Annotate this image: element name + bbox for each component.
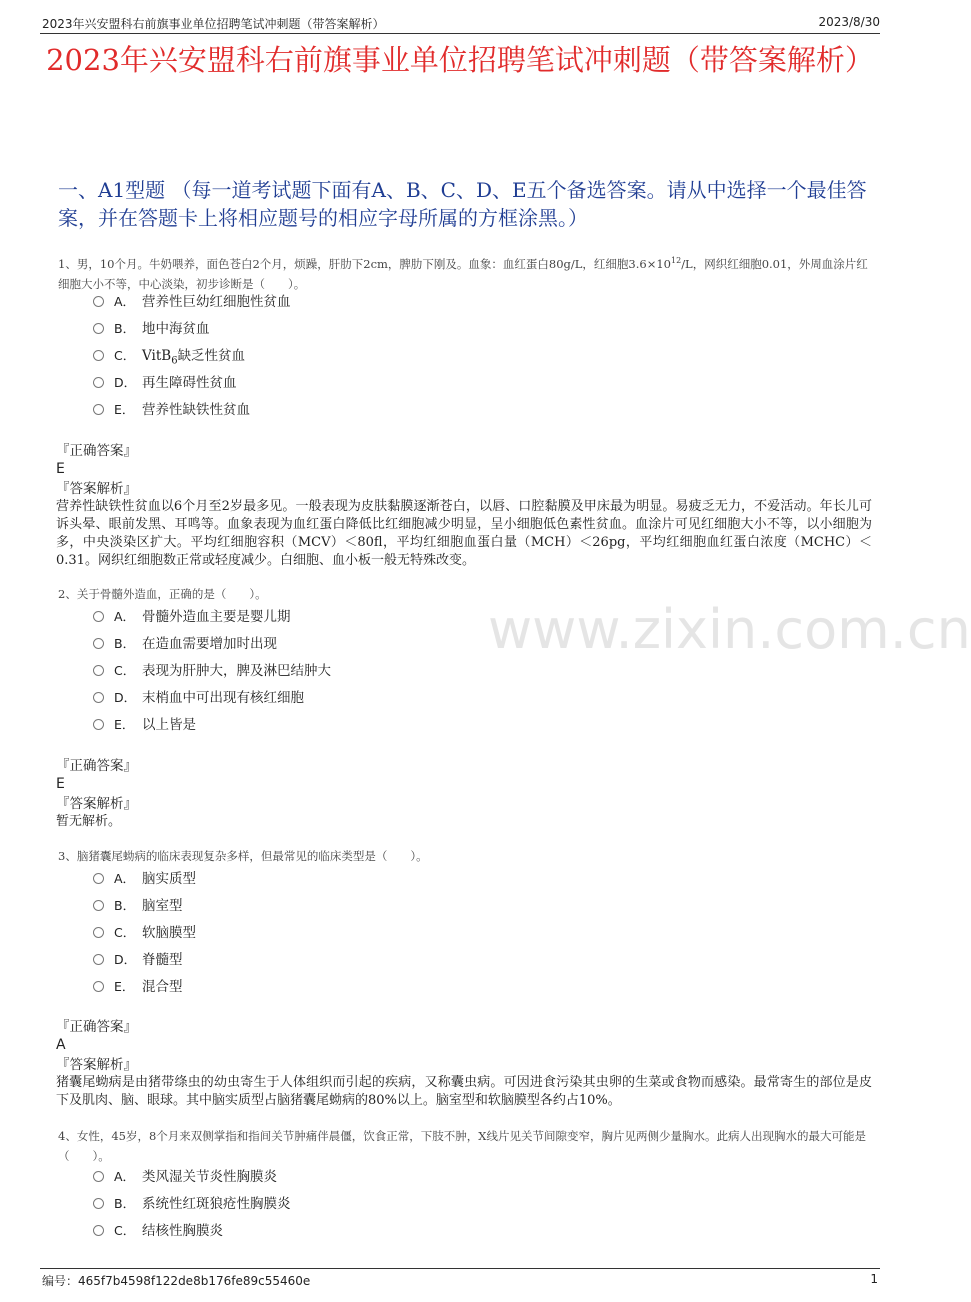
answer-label: 『正确答案』 — [56, 758, 137, 774]
explain-label: 『答案解析』 — [56, 481, 137, 497]
radio-icon[interactable] — [93, 900, 104, 911]
footer-code: 465f7b4598f122de8b176fe89c55460e — [78, 1274, 311, 1288]
explain-label: 『答案解析』 — [56, 1057, 137, 1073]
question-3-answer: A — [56, 1037, 66, 1053]
page-number: 1 — [870, 1272, 878, 1286]
question-3-option-d[interactable]: D． 脊髓型 — [93, 951, 183, 969]
question-4-option-a[interactable]: A． 类风湿关节炎性胸膜炎 — [93, 1168, 277, 1186]
header-title: 2023年兴安盟科右前旗事业单位招聘笔试冲刺题（带答案解析） — [42, 17, 385, 31]
question-2-stem: 2、关于骨髓外造血，正确的是（ ）。 — [58, 587, 267, 601]
question-2-option-a[interactable]: A． 骨髓外造血主要是婴儿期 — [93, 608, 291, 626]
question-3-option-b[interactable]: B． 脑室型 — [93, 897, 183, 915]
question-1-option-e[interactable]: E． 营养性缺铁性贫血 — [93, 401, 250, 419]
radio-icon[interactable] — [93, 1198, 104, 1209]
page-footer — [42, 1272, 878, 1289]
radio-icon[interactable] — [93, 873, 104, 884]
footer-code-label: 编号： — [42, 1274, 79, 1288]
header-rule — [40, 33, 880, 34]
radio-icon[interactable] — [93, 1171, 104, 1182]
radio-icon[interactable] — [93, 638, 104, 649]
question-2-option-b[interactable]: B． 在造血需要增加时出现 — [93, 635, 277, 653]
question-2-option-c[interactable]: C． 表现为肝肿大，脾及淋巴结肿大 — [93, 662, 331, 680]
question-3-option-c[interactable]: C． 软脑膜型 — [93, 924, 196, 942]
question-4-option-c[interactable]: C． 结核性胸膜炎 — [93, 1222, 223, 1240]
question-1-option-b[interactable]: B． 地中海贫血 — [93, 320, 210, 338]
radio-icon[interactable] — [93, 296, 104, 307]
answer-label: 『正确答案』 — [56, 443, 137, 459]
radio-icon[interactable] — [93, 377, 104, 388]
question-3-stem: 3、脑猪囊尾蚴病的临床表现复杂多样，但最常见的临床类型是（ ）。 — [58, 849, 428, 863]
question-1-stem: 1、男，10个月。牛奶喂养，面色苍白2个月，烦躁，肝肋下2cm，脾肋下刚及。血象：血红蛋白80g/L，红细胞$3.6\times 10^{12}/L$，网织红细胞0.01，外周血涂片红细胞大小不等，中心淡染，初步诊断是（ ）。 — [58, 256, 868, 291]
answer-label: 『正确答案』 — [56, 1019, 137, 1035]
question-3-explanation: 猪囊尾蚴病是由猪带绦虫的幼虫寄生于人体组织而引起的疾病，又称囊虫病。可因进食污染其虫卵的生菜或食物而感染。最常寄生的部位是皮下及肌肉、脑、眼球。其中脑实质型占脑猪囊尾蚴病的80%以上。脑室型和软脑膜型各约占10%。 — [56, 1075, 872, 1108]
radio-icon[interactable] — [93, 611, 104, 622]
radio-icon[interactable] — [93, 323, 104, 334]
radio-icon[interactable] — [93, 719, 104, 730]
question-1-option-c[interactable]: C． VitB$_6$缺乏性贫血 — [93, 347, 245, 371]
question-1-option-d[interactable]: D． 再生障碍性贫血 — [93, 374, 237, 392]
question-1-explanation: 营养性缺铁性贫血以6个月至2岁最多见。一般表现为皮肤黏膜逐渐苍白，以唇、口腔黏膜及甲床最为明显。易疲乏无力，不爱活动。年长儿可诉头晕、眼前发黑、耳鸣等。血象表现为血红蛋白降低比红细胞减少明显，呈小细胞低色素性贫血。血涂片可见红细胞大小不等，以小细胞为多，中央淡染区扩大。平均红细胞容积（MCV）＜80fl，平均红细胞血蛋白量（MCH）＜26pg，平均红细胞血红蛋白浓度（MCHC）＜0.31。网织红细胞数正常或轻度减少。白细胞、血小板一般无特殊改变。 — [56, 499, 872, 568]
radio-icon[interactable] — [93, 350, 104, 361]
watermark: www.zixin.com.cn — [488, 598, 971, 661]
question-3-option-e[interactable]: E． 混合型 — [93, 978, 183, 996]
radio-icon[interactable] — [93, 692, 104, 703]
radio-icon[interactable] — [93, 954, 104, 965]
question-3-option-a[interactable]: A． 脑实质型 — [93, 870, 196, 888]
radio-icon[interactable] — [93, 404, 104, 415]
page-header — [42, 12, 880, 32]
radio-icon[interactable] — [93, 665, 104, 676]
question-4-option-b[interactable]: B． 系统性红斑狼疮性胸膜炎 — [93, 1195, 291, 1213]
explain-label: 『答案解析』 — [56, 796, 137, 812]
question-2-option-e[interactable]: E． 以上皆是 — [93, 716, 196, 734]
question-2-explanation: 暂无解析。 — [56, 814, 122, 829]
footer-rule — [40, 1268, 880, 1269]
radio-icon[interactable] — [93, 1225, 104, 1236]
header-date: 2023/8/30 — [818, 15, 880, 29]
section-heading: 一、A1型题 （每一道考试题下面有A、B、C、D、E五个备选答案。请从中选择一个最佳答案，并在答题卡上将相应题号的相应字母所属的方框涂黑。） — [58, 178, 867, 230]
question-1-answer: E — [56, 461, 65, 477]
question-1-option-a[interactable]: A． 营养性巨幼红细胞性贫血 — [93, 293, 291, 311]
question-2-answer: E — [56, 776, 65, 792]
radio-icon[interactable] — [93, 927, 104, 938]
question-4-stem: 4、女性，45岁，8个月来双侧掌指和指间关节肿痛伴晨僵，饮食正常，下肢不肿，X线片见关节间隙变窄，胸片见两侧少量胸水。此病人出现胸水的最大可能是（ ）。 — [58, 1129, 866, 1163]
document-title: 2023年兴安盟科右前旗事业单位招聘笔试冲刺题（带答案解析） — [46, 43, 874, 77]
radio-icon[interactable] — [93, 981, 104, 992]
question-2-option-d[interactable]: D． 末梢血中可出现有核红细胞 — [93, 689, 304, 707]
